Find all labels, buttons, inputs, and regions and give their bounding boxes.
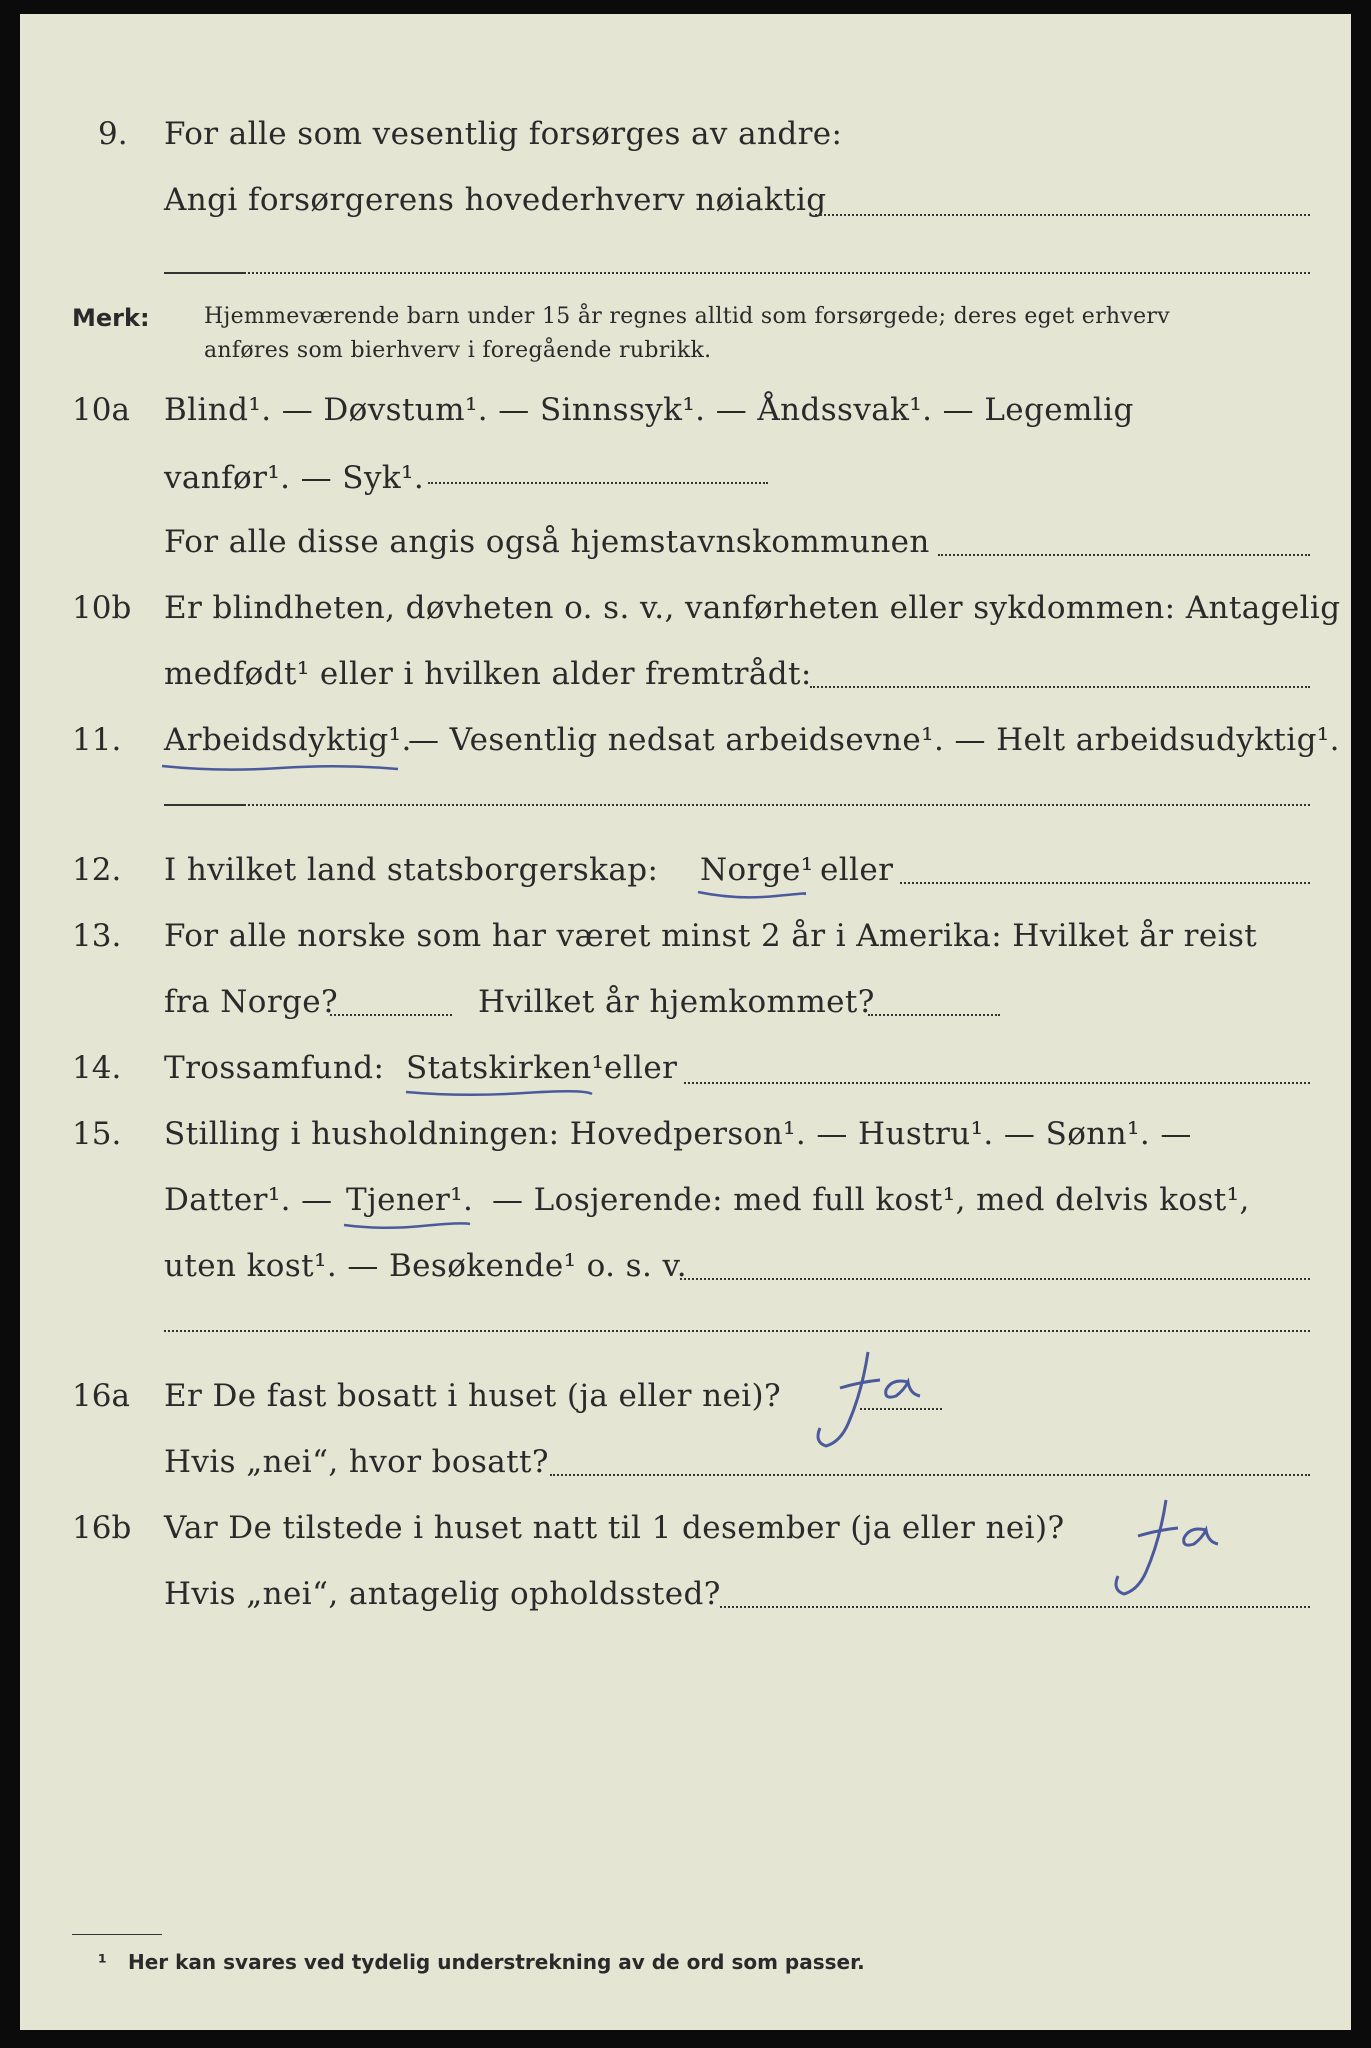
merk-label: Merk: <box>72 304 150 332</box>
q13-line2a: fra Norge? <box>164 984 339 1020</box>
q15-line1: Stilling i husholdningen: Hovedperson¹. — Hustru¹. — Sønn¹. — <box>164 1116 1192 1152</box>
q16a-handwritten-answer <box>800 1342 940 1452</box>
q14-handwritten-underline <box>404 1086 594 1100</box>
q10a-line2: vanfør¹. — Syk¹. <box>164 460 425 496</box>
q16a-answer-line <box>860 1408 942 1410</box>
q16a-line1: Er De fast bosatt i huset (ja eller nei)? <box>164 1378 782 1414</box>
q13-hjemkommet-line <box>868 1014 1000 1016</box>
q15-line2b: — Losjerende: med full kost¹, med delvis kost¹, <box>492 1182 1250 1218</box>
q15-answer-line <box>680 1278 1310 1280</box>
q15-line2a: Datter¹. — <box>164 1182 333 1218</box>
q14-option-statskirken: Statskirken¹ <box>406 1050 605 1086</box>
q13-number: 13. <box>72 918 122 954</box>
q14-number: 14. <box>72 1050 122 1086</box>
q11-rest: — Vesentlig nedsat arbeidsevne¹. — Helt arbeidsudyktig¹. <box>408 722 1340 758</box>
q10b-answer-line <box>810 686 1310 688</box>
q12-tail: eller <box>820 852 894 888</box>
census-form-sheet <box>20 14 1351 2030</box>
q10b-line1: Er blindheten, døvheten o. s. v., vanførheten eller sykdommen: Antagelig <box>164 590 1341 626</box>
q16b-number: 16b <box>72 1510 132 1546</box>
q16b-line1: Var De tilstede i huset natt til 1 desember (ja eller nei)? <box>164 1510 1065 1546</box>
q10a-kommune-line <box>938 554 1310 556</box>
q11-handwritten-underline <box>160 760 400 774</box>
q11-extra-line <box>244 804 1310 806</box>
q11-option-arbeidsdyktig: Arbeidsdyktig¹. <box>164 722 412 758</box>
footnote-separator <box>72 1934 162 1935</box>
q14-answer-line <box>684 1082 1310 1084</box>
q10b-line2: medfødt¹ eller i hvilken alder fremtrådt: <box>164 656 812 692</box>
q15-option-tjener: Tjener¹. <box>346 1182 474 1218</box>
q15-extra-line <box>164 1330 1310 1332</box>
q13-reist-line <box>330 1014 452 1016</box>
q9-line1: For alle som vesentlig forsørges av andre: <box>164 116 843 152</box>
q13-line2b: Hvilket år hjemkommet? <box>478 984 875 1020</box>
q10a-number: 10a <box>72 392 130 428</box>
q12-number: 12. <box>72 852 122 888</box>
q9-extra-line <box>244 272 1310 274</box>
q15-number: 15. <box>72 1116 122 1152</box>
q15-handwritten-underline <box>342 1218 472 1232</box>
q12-text: I hvilket land statsborgerskap: <box>164 852 659 888</box>
q12-option-norge: Norge¹ <box>700 852 814 888</box>
q16a-number: 16a <box>72 1378 130 1414</box>
q15-line3: uten kost¹. — Besøkende¹ o. s. v. <box>164 1248 687 1284</box>
footnote-text: Her kan svares ved tydelig understrekning av de ord som passer. <box>128 1950 865 1974</box>
q16b-handwritten-answer <box>1100 1492 1240 1602</box>
q9-answer-line <box>815 214 1310 216</box>
q16b-line2: Hvis „nei“, antagelig opholdssted? <box>164 1576 721 1612</box>
q16a-line2: Hvis „nei“, hvor bosatt? <box>164 1444 549 1480</box>
q16a-bosatt-line <box>550 1474 1310 1476</box>
q14-text: Trossamfund: <box>164 1050 385 1086</box>
merk-line2: anføres som bierhverv i foregående rubrikk. <box>204 338 712 363</box>
q9-extra-line-solid <box>164 272 244 274</box>
q9-line2: Angi forsørgerens hovederhverv nøiaktig <box>164 182 827 218</box>
footnote-mark: ¹ <box>98 1950 107 1974</box>
q10a-line3: For alle disse angis også hjemstavnskommunen <box>164 524 930 560</box>
q10a-syk-line <box>428 482 768 484</box>
merk-line1: Hjemmeværende barn under 15 år regnes alltid som forsørgede; deres eget erhverv <box>204 304 1170 329</box>
q12-handwritten-underline <box>696 888 806 902</box>
q12-answer-line <box>900 882 1310 884</box>
q9-number: 9. <box>98 116 128 152</box>
q16b-opholdssted-line <box>720 1606 1310 1608</box>
q11-number: 11. <box>72 722 122 758</box>
q11-extra-line-solid <box>164 804 244 806</box>
q10b-number: 10b <box>72 590 132 626</box>
q10a-line1: Blind¹. — Døvstum¹. — Sinnssyk¹. — Åndssvak¹. — Legemlig <box>164 392 1134 428</box>
q14-tail: eller <box>604 1050 678 1086</box>
q13-line1: For alle norske som har været minst 2 år i Amerika: Hvilket år reist <box>164 918 1258 954</box>
